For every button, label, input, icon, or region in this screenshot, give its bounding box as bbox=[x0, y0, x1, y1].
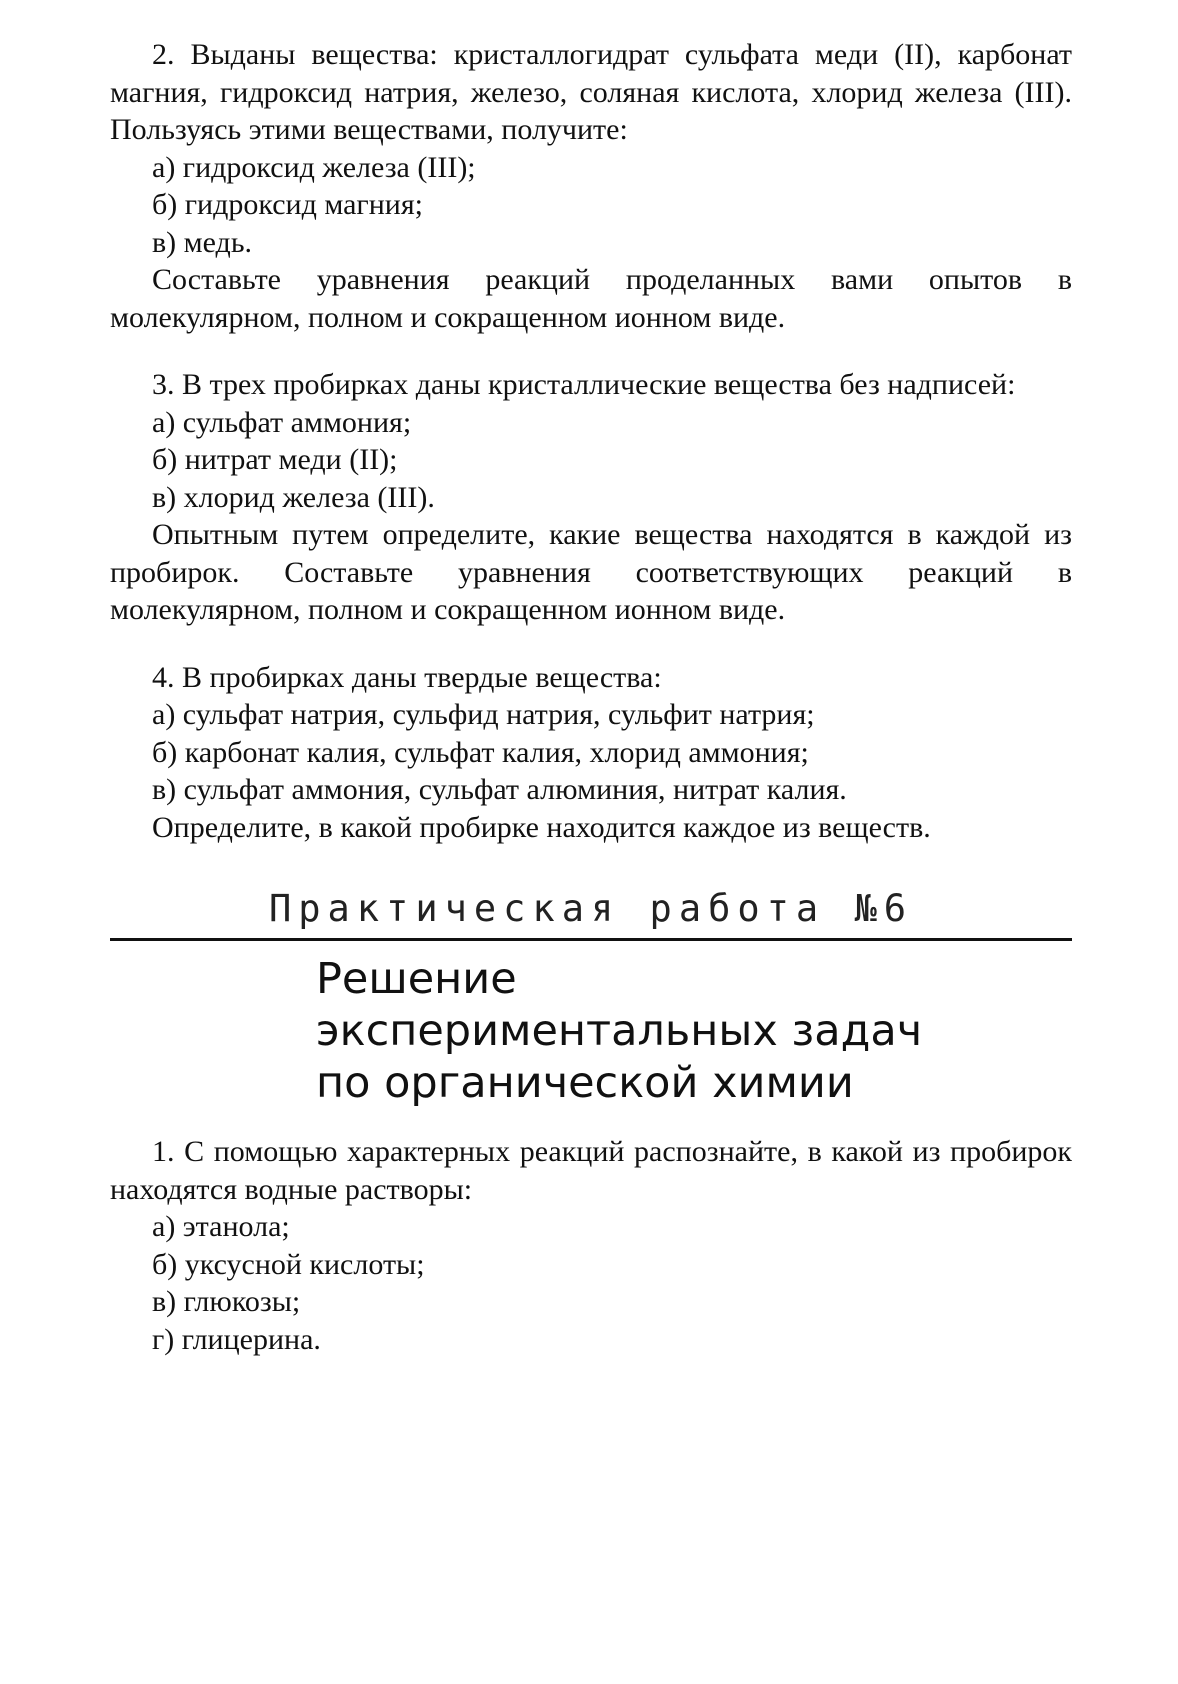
task-4-item-c: в) сульфат аммония, сульфат алюминия, нитрат калия. bbox=[152, 773, 847, 806]
section-divider bbox=[110, 938, 1072, 941]
task-2-text: 2. Выданы вещества: кристаллогидрат сульфата меди (II), карбонат магния, гидроксид натрия, железо, соляная кислота, хлорид железа (III). Пользуясь этими веществами, получите: bbox=[110, 38, 1072, 146]
task-2-item-a: а) гидроксид железа (III); bbox=[152, 150, 476, 184]
task-4-text: 4. В пробирках даны твердые вещества: bbox=[152, 660, 662, 694]
heading-line-2: экспериментальных задач bbox=[316, 1006, 923, 1056]
task-3-item-a: а) сульфат аммония; bbox=[152, 405, 412, 439]
task-1-item-b: б) уксусной кислоты; bbox=[152, 1247, 425, 1281]
task-4-item-b: б) карбонат калия, сульфат калия, хлорид аммония; bbox=[152, 735, 809, 769]
task-1-item-c: в) глюкозы; bbox=[152, 1285, 301, 1318]
task-2-item-c: в) медь. bbox=[152, 225, 253, 259]
task-4-note: Определите, в какой пробирке находится каждое из веществ. bbox=[152, 810, 931, 844]
section-heading bbox=[316, 953, 1072, 1109]
heading-line-3: по органической химии bbox=[316, 1058, 854, 1108]
task-3-item-c: в) хлорид железа (III). bbox=[152, 480, 435, 514]
task-3-text: 3. В трех пробирках даны кристаллические вещества без надписей: bbox=[152, 368, 1016, 401]
task-1-item-a: а) этанола; bbox=[152, 1210, 290, 1243]
task-3-note: Опытным путем определите, какие вещества находятся в каждой из пробирок. Составьте уравнения соответствующих реакций в молекулярном, полном и сокращенном ионном виде. bbox=[110, 518, 1072, 626]
page-content bbox=[110, 36, 1072, 1358]
task-2-item-b: б) гидроксид магния; bbox=[152, 188, 423, 221]
section-label: Практическая работа №6 bbox=[268, 887, 914, 930]
task-3-item-b: б) нитрат меди (II); bbox=[152, 443, 398, 476]
task-2-note: Составьте уравнения реакций проделанных вами опытов в молекулярном, полном и сокращенном ионном виде. bbox=[110, 263, 1072, 334]
heading-line-1: Решение bbox=[316, 954, 517, 1004]
task-1-text: 1. С помощью характерных реакций распознайте, в какой из пробирок находятся водные растворы: bbox=[110, 1135, 1072, 1206]
task-4-item-a: а) сульфат натрия, сульфид натрия, сульфит натрия; bbox=[152, 698, 815, 731]
task-1-item-d: г) глицерина. bbox=[152, 1322, 321, 1356]
